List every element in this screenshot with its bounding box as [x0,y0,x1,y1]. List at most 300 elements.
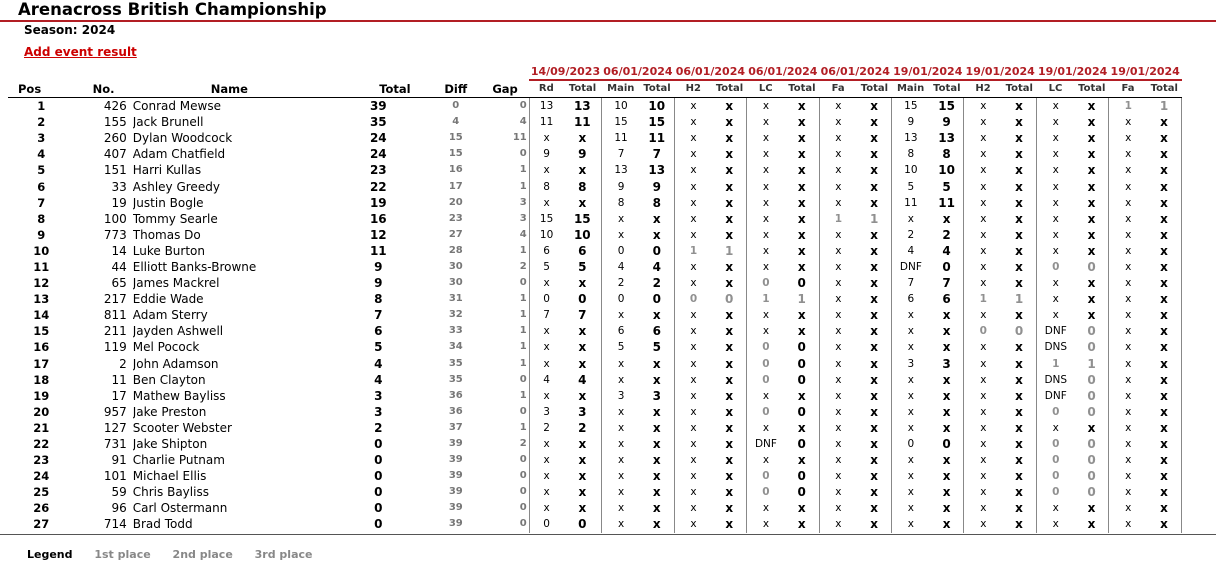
event-result-cell: x [980,132,987,145]
event-total-cell: 11 [930,195,964,211]
event-result-cell: x [1052,518,1059,531]
row-rider-number: 91 [111,453,127,468]
event-result-cell: x [835,470,842,483]
event-total-cell: x [640,307,674,323]
event-session-header-5: Main [892,80,930,98]
event-result-cell: x [1125,454,1132,467]
event-total-cell: x [1075,516,1109,532]
event-total-cell: x [1147,259,1181,275]
event-total-header-8: Total [1147,80,1181,98]
row-total-points: 19 [369,195,387,210]
row-rider-name: Elliott Banks-Browne [132,259,257,274]
event-total-cell: x [785,146,819,162]
event-result-cell: x [907,486,914,499]
event-total-cell: x [712,339,746,355]
event-result-cell: x [690,148,697,161]
table-row [8,307,1182,323]
event-result-cell: x [907,212,914,225]
event-result-cell: x [1125,470,1132,483]
row-position: 11 [33,259,50,274]
event-result-cell: 10 [539,228,554,241]
event-result-cell: x [1125,325,1132,338]
row-rider-number: 19 [111,195,127,210]
event-result-cell: x [762,325,770,338]
row-points-gap: 3 [481,195,529,211]
row-total-points: 4 [374,356,383,371]
row-points-diff: 30 [448,277,463,289]
event-total-cell: x [930,211,964,227]
event-result-cell: x [980,309,987,322]
row-total-points: 7 [374,308,383,323]
event-total-cell: x [1147,291,1181,307]
event-total-cell: x [857,436,891,452]
event-result-cell: 4 [907,244,915,257]
event-total-cell: x [857,114,891,130]
row-rider-number: 811 [103,308,127,323]
event-result-cell: 1 [762,293,770,306]
event-total-cell: 0 [640,243,674,259]
event-result-cell: x [762,180,770,193]
event-total-cell: x [563,388,601,404]
row-rider-name: Tommy Searle [132,211,218,226]
event-result-cell: x [543,502,550,515]
row-position: 15 [33,324,50,339]
event-result-cell: 0 [762,470,770,483]
row-points-gap: 1 [481,323,529,339]
row-total-points: 0 [374,469,383,484]
event-result-cell: x [1052,309,1059,322]
event-total-cell: 0 [785,404,819,420]
event-total-cell: x [857,468,891,484]
row-total-points: 0 [374,453,383,468]
row-total-points: 3 [374,388,383,403]
event-total-cell: 7 [563,307,601,323]
event-total-cell: 0 [785,372,819,388]
event-result-cell: 5 [543,260,550,273]
row-points-gap: 2 [481,436,529,452]
row-points-diff: 37 [448,421,463,433]
event-result-cell: x [1052,116,1059,129]
event-total-cell: x [857,484,891,500]
event-total-cell: x [785,420,819,436]
row-total-points: 8 [374,292,383,307]
event-result-cell: x [835,341,842,354]
row-rider-number: 119 [103,340,127,355]
event-total-cell: x [640,436,674,452]
event-total-cell: x [1147,372,1181,388]
event-total-cell: x [785,195,819,211]
row-rider-number: 260 [103,131,127,146]
event-result-cell: x [835,260,842,273]
row-position: 25 [33,485,50,500]
event-total-cell: x [563,130,601,146]
row-rider-name: Carl Ostermann [132,501,228,516]
event-result-cell: x [1052,180,1059,193]
event-result-cell: x [543,470,550,483]
event-total-cell: x [785,323,819,339]
event-result-cell: x [762,148,770,161]
event-result-cell: x [835,100,842,113]
table-row [8,323,1182,339]
event-total-cell: x [1147,420,1181,436]
event-total-cell: x [1147,307,1181,323]
event-result-cell: x [835,486,842,499]
event-result-cell: x [617,228,625,241]
event-total-cell: 0 [785,275,819,291]
event-result-cell: x [690,132,697,145]
event-total-cell: 0 [1075,388,1109,404]
event-total-cell: x [640,227,674,243]
row-total-points: 0 [374,501,383,516]
event-total-cell: 0 [563,516,601,532]
event-total-cell: x [1075,291,1109,307]
event-total-cell: 0 [1075,436,1109,452]
row-position: 7 [37,195,46,210]
row-points-diff: 39 [448,518,463,530]
table-row [8,516,1182,532]
event-total-cell: x [563,323,601,339]
event-result-cell: x [690,100,697,113]
event-total-cell: 0 [785,339,819,355]
event-total-cell: x [1075,178,1109,194]
event-result-cell: x [1125,438,1132,451]
event-result-cell: x [690,405,697,418]
row-rider-name: Adam Sterry [132,308,208,323]
event-result-cell: x [690,373,697,386]
row-rider-number: 957 [103,404,127,419]
row-points-gap: 11 [481,130,529,146]
event-total-cell: 7 [640,146,674,162]
event-total-cell: x [1147,323,1181,339]
event-result-cell: 0 [1052,438,1060,451]
row-rider-name: Adam Chatfield [132,147,226,162]
row-rider-name: Michael Ellis [132,469,207,484]
event-total-cell: 0 [785,356,819,372]
event-result-cell: x [617,309,625,322]
event-result-cell: 0 [1052,454,1060,467]
event-result-cell: 0 [617,244,625,257]
event-total-cell: x [1147,404,1181,420]
event-result-cell: x [543,454,550,467]
row-total-points: 5 [374,340,383,355]
row-points-diff: 16 [448,164,463,176]
event-total-cell: x [712,356,746,372]
event-result-cell: x [543,438,550,451]
row-rider-name: Scooter Webster [132,420,232,435]
event-date-3: 06/01/2024 [748,65,818,78]
row-position: 10 [33,243,50,258]
table-row [8,227,1182,243]
event-result-cell: x [980,116,987,129]
event-result-cell: x [617,518,625,531]
col-header-name: Name [133,80,326,98]
event-result-cell: x [1052,100,1059,113]
row-rider-name: Mathew Bayliss [132,388,226,403]
event-result-cell: DNF [1044,325,1067,338]
event-total-cell: 6 [563,243,601,259]
row-rider-number: 65 [111,276,127,291]
event-total-cell: x [1147,516,1181,532]
event-result-cell: x [1052,148,1059,161]
event-result-cell: x [980,518,987,531]
event-total-cell: x [640,372,674,388]
row-total-points: 0 [374,485,383,500]
event-total-cell: x [712,195,746,211]
event-total-cell: x [712,420,746,436]
event-total-cell: 2 [563,420,601,436]
event-session-header-0: Rd [529,80,563,98]
col-header-pos: Pos [8,80,74,98]
event-result-cell: 6 [617,325,625,338]
event-date-2: 06/01/2024 [675,65,745,78]
row-position: 19 [33,388,50,403]
event-total-cell: x [785,243,819,259]
event-result-cell: x [617,357,625,370]
row-total-points: 23 [369,163,387,178]
row-position: 13 [33,292,50,307]
row-points-diff: 0 [452,100,460,112]
event-total-cell: x [712,307,746,323]
table-row [8,452,1182,468]
event-total-cell: 11 [563,114,601,130]
event-total-cell: x [712,98,746,115]
event-result-cell: 13 [904,132,918,145]
event-result-cell: x [980,470,987,483]
event-date-8: 19/01/2024 [1110,65,1180,78]
event-result-cell: x [1125,486,1132,499]
legend-third-place: 3rd place [254,548,313,561]
event-total-cell: x [785,211,819,227]
event-total-cell: x [1002,195,1036,211]
event-result-cell: x [907,325,914,338]
event-result-cell: 7 [617,148,625,161]
event-total-cell: x [1147,339,1181,355]
event-total-header-7: Total [1075,80,1109,98]
event-result-cell: 0 [762,357,770,370]
event-total-cell: 7 [930,275,964,291]
col-header-no: No. [74,80,132,98]
event-result-cell: 0 [1052,260,1060,273]
event-total-cell: x [563,162,601,178]
row-points-gap: 0 [481,468,529,484]
event-total-cell: x [712,130,746,146]
row-position: 4 [37,147,46,162]
event-total-cell: x [930,323,964,339]
event-result-cell: x [980,421,987,434]
row-position: 21 [33,420,50,435]
title-bar [0,0,1216,22]
row-position: 27 [33,517,50,532]
event-result-cell: x [762,244,770,257]
event-total-cell: x [1147,468,1181,484]
add-event-result-link[interactable]: Add event result [24,45,137,59]
event-total-cell: x [1147,211,1181,227]
row-position: 9 [37,227,46,242]
event-total-cell: x [857,420,891,436]
season-label: Season: 2024 [24,23,116,37]
event-result-cell: x [543,357,550,370]
row-rider-name: Jake Preston [132,404,207,419]
event-total-cell: x [712,178,746,194]
event-total-cell: x [640,452,674,468]
row-rider-name: Thomas Do [132,227,201,242]
event-total-cell: x [1002,436,1036,452]
table-row [8,436,1182,452]
event-result-cell: 4 [543,373,550,386]
row-rider-name: Mel Pocock [132,340,200,355]
event-result-cell: x [835,389,842,402]
event-total-cell: x [857,404,891,420]
row-rider-number: 101 [103,469,127,484]
event-result-cell: x [617,502,625,515]
event-total-cell: x [1002,500,1036,516]
event-result-cell: 0 [543,293,550,306]
event-session-header-6: H2 [964,80,1002,98]
event-total-cell: x [1075,243,1109,259]
event-total-cell: x [785,227,819,243]
event-total-cell: 6 [640,323,674,339]
event-result-cell: 10 [614,100,628,113]
row-rider-number: 59 [111,485,127,500]
event-result-cell: 6 [543,244,550,257]
event-total-cell: 0 [1075,259,1109,275]
table-row [8,243,1182,259]
event-total-cell: 0 [785,436,819,452]
event-total-cell: x [857,372,891,388]
event-result-cell: x [1052,277,1059,290]
row-rider-number: 2 [119,356,127,371]
event-result-cell: x [835,293,842,306]
event-total-cell: x [785,259,819,275]
event-result-cell: x [617,470,625,483]
event-total-cell: x [640,516,674,532]
event-result-cell: 5 [617,341,625,354]
event-result-cell: x [907,405,914,418]
event-result-cell: x [617,454,625,467]
row-rider-name: Eddie Wade [132,292,204,307]
event-total-cell: x [857,516,891,532]
event-total-cell: x [712,452,746,468]
row-points-diff: 32 [448,309,463,321]
event-result-cell: x [835,132,842,145]
event-total-cell: x [1075,275,1109,291]
event-result-cell: x [1125,164,1132,177]
event-result-cell: x [690,325,697,338]
event-total-cell: x [712,275,746,291]
event-result-cell: x [762,228,770,241]
event-result-cell: x [690,421,697,434]
row-points-gap: 0 [481,452,529,468]
event-result-cell: x [980,244,987,257]
event-result-cell: x [617,212,625,225]
row-points-gap: 0 [481,275,529,291]
event-result-cell: x [690,389,697,402]
event-total-cell: x [563,468,601,484]
event-total-cell: x [563,484,601,500]
event-session-header-4: Fa [819,80,857,98]
event-result-cell: x [835,454,842,467]
event-total-cell: x [1002,516,1036,532]
event-result-cell: x [690,518,697,531]
event-result-cell: x [543,341,550,354]
event-total-cell: 1 [857,211,891,227]
event-result-cell: x [1125,405,1132,418]
event-date-7: 19/01/2024 [1038,65,1108,78]
event-total-cell: x [1147,178,1181,194]
event-total-cell: 0 [1075,372,1109,388]
event-total-cell: x [1075,162,1109,178]
event-total-cell: x [930,452,964,468]
event-result-cell: x [1052,228,1059,241]
event-result-cell: x [980,405,987,418]
row-points-diff: 39 [448,486,463,498]
event-result-cell: DNF [754,438,777,451]
event-total-cell: x [857,259,891,275]
legend [27,548,330,561]
event-result-cell: 8 [907,148,915,161]
event-total-cell: 11 [640,130,674,146]
event-total-cell: x [1002,356,1036,372]
event-result-cell: DNS [1044,341,1068,354]
row-points-gap: 0 [481,98,529,115]
event-result-cell: 0 [762,405,770,418]
event-total-cell: 10 [563,227,601,243]
event-total-cell: x [712,227,746,243]
row-total-points: 0 [374,517,383,532]
event-result-cell: x [907,341,914,354]
row-position: 6 [37,179,46,194]
event-result-cell: x [762,100,770,113]
event-total-cell: x [785,307,819,323]
event-total-cell: x [1147,452,1181,468]
event-result-cell: x [762,132,770,145]
event-total-cell: 0 [563,291,601,307]
event-result-cell: 0 [907,438,915,451]
event-total-cell: x [857,275,891,291]
event-total-cell: 0 [1075,468,1109,484]
event-total-cell: 5 [930,178,964,194]
event-total-cell: x [1002,162,1036,178]
row-position: 14 [33,308,50,323]
event-result-cell: 7 [543,309,550,322]
row-position: 3 [37,131,46,146]
event-result-cell: 15 [904,100,918,113]
event-total-cell: 1 [785,291,819,307]
event-total-cell: x [1075,307,1109,323]
event-result-cell: 8 [543,180,550,193]
event-total-cell: x [563,275,601,291]
event-total-cell: x [640,211,674,227]
event-total-cell: 10 [640,98,674,115]
row-rider-number: 100 [103,211,127,226]
event-result-cell: x [690,260,697,273]
event-total-cell: x [930,339,964,355]
event-result-cell: 3 [907,357,915,370]
event-total-cell: x [785,452,819,468]
row-rider-number: 211 [103,324,127,339]
event-total-cell: x [1002,484,1036,500]
event-total-cell: x [1075,227,1109,243]
event-result-cell: 7 [907,277,915,290]
event-result-cell: x [762,164,770,177]
event-result-cell: 15 [539,212,554,225]
event-total-cell: x [930,420,964,436]
event-total-cell: x [930,404,964,420]
legend-first-place: 1st place [94,548,151,561]
event-result-cell: x [762,212,770,225]
event-result-cell: 1 [1052,357,1060,370]
event-total-cell: x [712,114,746,130]
